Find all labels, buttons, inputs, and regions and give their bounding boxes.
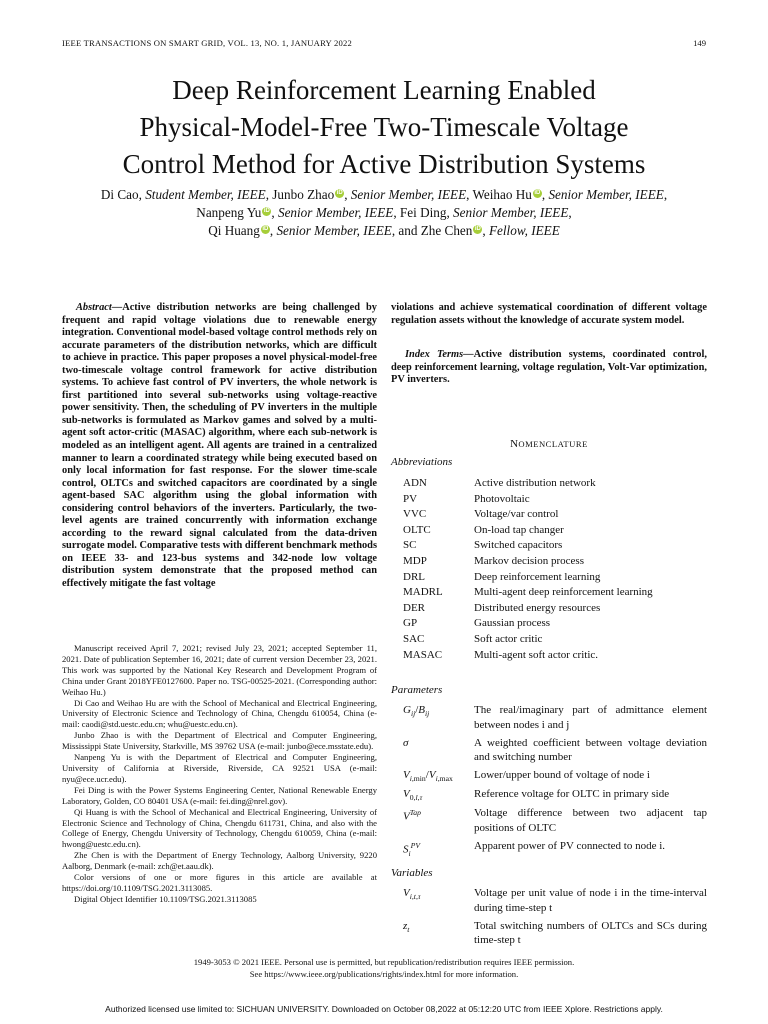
parameter-symbol: $G_{ij}/B_{ij}$ bbox=[403, 704, 430, 719]
parameter-description: Reference voltage for OLTC in primary side bbox=[474, 788, 670, 801]
parameter-description: Apparent power of PV connected to node i. bbox=[474, 839, 666, 852]
abbreviation-definition: Multi-agent deep reinforcement learning bbox=[474, 586, 653, 599]
abbreviation-term: VVC bbox=[403, 508, 427, 521]
parameter-description: The real/imaginary part of admittance element between nodes i and j bbox=[474, 704, 707, 731]
author-membership: Fellow, IEEE bbox=[488, 222, 560, 238]
copyright-line-1: 1949-3053 © 2021 IEEE. Personal use is permitted, but republication/redistribution requires IEEE permission. bbox=[193, 957, 575, 967]
abbreviation-definition: Markov decision process bbox=[474, 554, 584, 567]
copyright-notice bbox=[0, 956, 768, 980]
author-name: , Fei Ding, bbox=[393, 204, 454, 220]
orcid-icon[interactable]: iD bbox=[336, 190, 343, 196]
parameter-symbol: $V_{i,min}/V_{i,max}$ bbox=[403, 769, 453, 784]
author-membership: Student Member, IEEE bbox=[145, 187, 266, 202]
footnote-doi: Digital Object Identifier 10.1109/TSG.2021.3113085 bbox=[74, 893, 257, 904]
footnote-affiliation: Di Cao and Weihao Hu are with the School of Mechanical and Electrical Engineering, University of Electronic Science and Technology of China, Chengdu 610054, China (e-mail: caodi@std.uestc.edu.cn; whu@uestc.edu.cn). bbox=[62, 697, 377, 730]
variables-table bbox=[403, 886, 707, 948]
abstract-continuation: violations and achieve systematical coordination of different voltage regulation assets without the knowledge of accurate system model. bbox=[391, 302, 707, 326]
abbreviation-term: MDP bbox=[403, 554, 427, 567]
orcid-icon[interactable]: iD bbox=[263, 207, 270, 214]
abbreviation-row bbox=[403, 507, 653, 523]
author-membership: Senior Member, IEEE bbox=[276, 222, 392, 238]
author-name: Nanpeng Yu bbox=[196, 204, 262, 220]
abbreviation-row bbox=[403, 476, 653, 492]
abbreviation-row bbox=[403, 616, 653, 632]
variable-description: Total switching numbers of OLTCs and SCs during time-step t bbox=[474, 919, 707, 947]
author-membership: Senior Member, IEEE bbox=[548, 187, 664, 202]
abbreviation-definition: Photovoltaic bbox=[474, 492, 530, 505]
parameter-row bbox=[403, 768, 707, 787]
parameter-row bbox=[403, 806, 707, 836]
abbreviations-heading: Abbreviations bbox=[391, 456, 453, 468]
orcid-icon[interactable]: iD bbox=[262, 225, 269, 232]
abbreviation-row bbox=[403, 601, 653, 617]
abbreviation-term: OLTC bbox=[403, 523, 431, 536]
index-terms-label: Index Terms bbox=[405, 349, 464, 360]
author-name: , Weihao Hu bbox=[466, 187, 532, 202]
parameter-row bbox=[403, 736, 707, 766]
abbreviation-row bbox=[403, 585, 653, 601]
abbreviation-term: DER bbox=[403, 601, 425, 614]
variable-symbol: $V_{i,t,\tau}$ bbox=[403, 887, 421, 902]
footnote-affiliation: Junbo Zhao is with the Department of Electrical and Computer Engineering, Mississippi State University, Starkville, MS 39762 USA (e-mail: junbo@ece.msstate.edu). bbox=[62, 730, 377, 752]
abbreviation-definition: Gaussian process bbox=[474, 617, 551, 630]
parameters-table bbox=[403, 703, 707, 861]
parameters-heading: Parameters bbox=[391, 684, 443, 696]
author-membership: Senior Member, IEEE bbox=[453, 204, 569, 220]
footnotes bbox=[62, 643, 377, 905]
copyright-line-2: See https://www.ieee.org/publications/rights/index.html for more information. bbox=[249, 969, 519, 979]
abbreviation-term: GP bbox=[403, 617, 418, 630]
orcid-icon[interactable]: iD bbox=[534, 190, 541, 196]
abbreviation-term: MASAC bbox=[403, 648, 443, 661]
abbreviation-term: DRL bbox=[403, 570, 425, 583]
author-name: Di Cao, bbox=[100, 187, 146, 202]
index-terms-text: —Active distribution systems, coordinated control, deep reinforcement learning, voltage regulation, Volt-Var optimization, PV inverters. bbox=[391, 349, 707, 386]
parameter-symbol: $V^{Tap}$ bbox=[403, 808, 421, 823]
page-number: 149 bbox=[693, 38, 706, 48]
abbreviation-row bbox=[403, 554, 653, 570]
footnote-affiliation: Qi Huang is with the School of Mechanical and Electrical Engineering, University of Electronic Science and Technology of China, Chengdu 611731, China, and also with the College of Energy, Chengdu University of Technology, Chengdu 610059, China (e-mail: hwong@uestc.edu.cn). bbox=[62, 806, 377, 850]
author-membership: Senior Member, IEEE bbox=[350, 187, 467, 202]
abbreviation-definition: On-load tap changer bbox=[474, 523, 564, 536]
variable-symbol: $z_t$ bbox=[403, 919, 410, 934]
abbreviation-term: SAC bbox=[403, 632, 425, 645]
abstract-text: —Active distribution networks are being challenged by frequent and rapid voltage violations due to renewable energy integration. Conventional model-based voltage control methods rely on accurate parameters of the distribution networks, which are difficult to achieve in practice. This paper proposes a novel physical-model-free two-timescale voltage control framework for active distribution systems. To achieve fast control of PV inverters, the whole network is first partitioned into several sub-networks using voltage-reactive power sensitivity. Then, the scheduling of PV inverters in the multiple sub-networks is formulated as Markov games and solved by a multi-agent soft actor-critic (MASAC) algorithm, where each sub-network is modeled as an intelligent agent. All agents are trained in a centralized manner to learn a coordinated strategy while being executed based on only local information for fast response. For the slower time-scale control, OLTCs and switched capacitors are coordinated by a single agent-based SAC algorithm using the global information with considering control behaviors of the inverters. Particularly, the two-level agents are trained concurrently with information exchange according to the reward signal calculated from the data-driven surrogate model. Comparative tests with different benchmark methods on IEEE 33- and 123-bus systems and 342-node low voltage distribution system demonstrate that the proposed method can effectively mitigate the fast voltage bbox=[62, 302, 377, 590]
abbreviation-term: SC bbox=[403, 539, 417, 552]
abbreviation-row bbox=[403, 632, 653, 648]
journal-header: IEEE TRANSACTIONS ON SMART GRID, VOL. 13, NO. 1, JANUARY 2022 bbox=[62, 38, 352, 48]
author-line-3: Qi Huang iD , Senior Member, IEEE, and Zhe Chen iD , Fellow, IEEE bbox=[208, 222, 560, 238]
abbreviation-definition: Distributed energy resources bbox=[474, 601, 601, 614]
variable-row bbox=[403, 886, 707, 916]
author-name: Qi Huang bbox=[208, 222, 260, 238]
abbreviation-term: ADN bbox=[403, 477, 427, 489]
parameter-row bbox=[403, 839, 707, 862]
paper-title bbox=[0, 72, 768, 183]
author-name: , and Zhe Chen bbox=[391, 222, 473, 238]
abstract-label: Abstract bbox=[76, 302, 112, 313]
footnote-affiliation: Nanpeng Yu is with the Department of Electrical and Computer Engineering, University of California at Riverside, Riverside, CA 92521 USA (e-mail: nyu@ece.ucr.edu). bbox=[62, 752, 377, 784]
parameter-symbol: $V_{0,l,\tau}$ bbox=[403, 788, 423, 803]
author-list bbox=[40, 186, 728, 239]
author-name: , Junbo Zhao bbox=[265, 187, 335, 202]
title-line-1: Deep Reinforcement Learning Enabled bbox=[172, 75, 596, 105]
abbreviation-term: MADRL bbox=[403, 586, 443, 599]
abbreviation-definition: Soft actor critic bbox=[474, 632, 543, 645]
abbreviation-definition: Active distribution network bbox=[474, 477, 596, 489]
author-line-1: Di Cao, Student Member, IEEE, Junbo Zhao iD , Senior Member, IEEE, Weihao Hu iD , Senior Member, IEEE, bbox=[100, 187, 668, 202]
footnote-affiliation: Fei Ding is with the Power Systems Engineering Center, National Renewable Energy Laboratory, Golden, CO 80401 USA (e-mail: fei.ding@nrel.gov). bbox=[62, 784, 377, 806]
abbreviation-row bbox=[403, 570, 653, 586]
orcid-icon[interactable]: iD bbox=[474, 225, 481, 232]
abbreviation-definition: Switched capacitors bbox=[474, 539, 563, 552]
abbreviation-row bbox=[403, 538, 653, 554]
parameter-description: Voltage difference between two adjacent tap positions of OLTC bbox=[474, 807, 707, 834]
abstract bbox=[62, 302, 377, 591]
index-terms bbox=[391, 349, 707, 387]
author-line-2: Nanpeng Yu iD , Senior Member, IEEE, Fei Ding, Senior Member, IEEE, bbox=[196, 204, 572, 220]
abbreviation-row bbox=[403, 492, 653, 508]
variable-description: Voltage per unit value of node i in the time-interval during time-step t bbox=[474, 887, 707, 914]
variable-row bbox=[403, 919, 707, 949]
authorized-use-banner: Authorized licensed use limited to: SICHUAN UNIVERSITY. Downloaded on October 08,2022 at 05:12:20 UTC from IEEE Xplore. Restrictions apply. bbox=[105, 1004, 663, 1014]
abbreviations-table bbox=[403, 476, 653, 663]
parameter-row bbox=[403, 703, 707, 733]
parameter-description: A weighted coefficient between voltage deviation and switching number bbox=[474, 736, 707, 764]
abbreviation-row bbox=[403, 648, 653, 664]
title-line-3: Control Method for Active Distribution Systems bbox=[122, 149, 646, 179]
abbreviation-definition: Deep reinforcement learning bbox=[474, 570, 601, 583]
abbreviation-term: PV bbox=[403, 492, 418, 505]
parameter-symbol: σ bbox=[403, 736, 409, 749]
parameter-symbol: $S_i^{PV}$ bbox=[403, 840, 421, 858]
footnote-manuscript: Manuscript received April 7, 2021; revised July 23, 2021; accepted September 11, 2021. Date of publication September 16, 2021; date of current version December 23, 2021. This work was supported by the National Key Research and Development Program of China under Grant 2018YFE0127600. Paper no. TSG-00525-2021. (Corresponding author: Weihao Hu.) bbox=[62, 643, 377, 697]
nomenclature-title: NOMENCLATURE bbox=[510, 438, 588, 450]
abbreviation-row bbox=[403, 523, 653, 539]
abbreviation-definition: Multi-agent soft actor critic. bbox=[474, 648, 599, 661]
parameter-description: Lower/upper bound of voltage of node i bbox=[474, 769, 650, 782]
abbreviation-definition: Voltage/var control bbox=[474, 508, 559, 521]
footnote-affiliation: Zhe Chen is with the Department of Energy Technology, Aalborg University, 9220 Aalborg, Denmark (e-mail: zch@et.aau.dk). bbox=[62, 850, 377, 872]
variables-heading: Variables bbox=[391, 867, 433, 879]
title-line-2: Physical-Model-Free Two-Timescale Voltage bbox=[139, 112, 629, 142]
parameter-row bbox=[403, 787, 707, 806]
author-membership: Senior Member, IEEE bbox=[277, 204, 394, 220]
footnote-color-versions: Color versions of one or more figures in this article are available at https://doi.org/10.1109/TSG.2021.3113085. bbox=[62, 872, 377, 893]
